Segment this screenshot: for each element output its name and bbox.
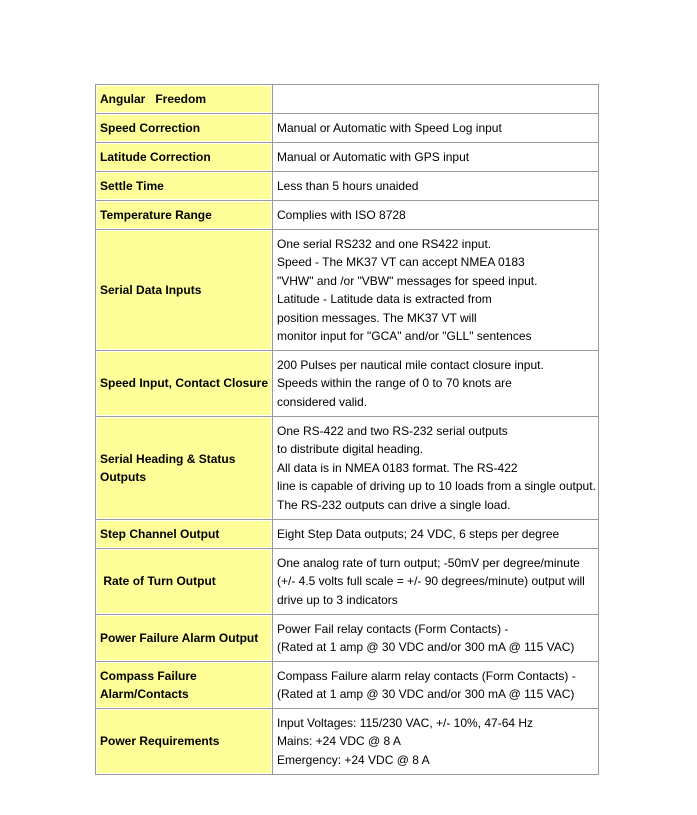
spec-label: Compass Failure Alarm/Contacts bbox=[96, 662, 273, 709]
spec-value-line: to distribute digital heading. bbox=[277, 442, 424, 457]
spec-value-line: Input Voltages: 115/230 VAC, +/- 10%, 47-64 Hz bbox=[277, 715, 534, 730]
spec-row-angular-freedom bbox=[96, 85, 599, 114]
spec-label: Power Failure Alarm Output bbox=[96, 615, 273, 662]
spec-row-settle-time bbox=[96, 172, 599, 201]
spec-value-line: (Rated at 1 amp @ 30 VDC and/or 300 mA @ 115 VAC) bbox=[277, 687, 575, 701]
spec-value bbox=[273, 549, 599, 615]
spec-row-rate-of-turn-output bbox=[96, 549, 599, 615]
spec-value-line: The RS-232 outputs can drive a single load. bbox=[277, 497, 511, 512]
spec-value-line: (Rated at 1 amp @ 30 VDC and/or 300 mA @ 115 VAC) bbox=[277, 640, 575, 654]
spec-value-line: Less than 5 hours unaided bbox=[277, 178, 419, 193]
spec-row-temperature-range bbox=[96, 201, 599, 230]
spec-value-line: "VHW" and /or "VBW" messages for speed input. bbox=[277, 273, 538, 288]
spec-row-serial-data-inputs bbox=[96, 230, 599, 351]
spec-value-line: One RS-422 and two RS-232 serial outputs bbox=[277, 423, 508, 438]
spec-value-line: line is capable of driving up to 10 loads from a single output. bbox=[277, 479, 596, 494]
spec-value-line: Mains: +24 VDC @ 8 A bbox=[277, 734, 401, 749]
spec-value-line: Power Fail relay contacts (Form Contacts) - bbox=[277, 621, 509, 636]
spec-value-line: Speed - The MK37 VT can accept NMEA 0183 bbox=[277, 255, 525, 269]
specifications-table-body bbox=[96, 85, 599, 775]
spec-label: Speed Input, Contact Closure bbox=[96, 351, 273, 417]
spec-value-line: considered valid. bbox=[277, 394, 368, 409]
spec-value bbox=[273, 201, 599, 230]
spec-value-line: Manual or Automatic with Speed Log input bbox=[277, 120, 502, 135]
spec-label: Step Channel Output bbox=[96, 520, 273, 549]
spec-value-line: Complies with ISO 8728 bbox=[277, 207, 406, 222]
spec-value-line: Manual or Automatic with GPS input bbox=[277, 149, 470, 164]
specifications-table bbox=[95, 84, 599, 775]
spec-value-line: Latitude - Latitude data is extracted from bbox=[277, 292, 492, 306]
spec-value bbox=[273, 351, 599, 417]
spec-row-speed-correction bbox=[96, 114, 599, 143]
spec-value bbox=[273, 709, 599, 775]
spec-row-power-failure-alarm-output bbox=[96, 615, 599, 662]
spec-value-line: 200 Pulses per nautical mile contact closure input. bbox=[277, 357, 544, 372]
spec-value bbox=[273, 520, 599, 549]
spec-label: Power Requirements bbox=[96, 709, 273, 775]
spec-label: Angular Freedom bbox=[96, 85, 273, 114]
spec-label: Settle Time bbox=[96, 172, 273, 201]
spec-row-speed-input-contact-closure bbox=[96, 351, 599, 417]
spec-value-line: position messages. The MK37 VT will bbox=[277, 310, 477, 325]
spec-label: Rate of Turn Output bbox=[96, 549, 273, 615]
spec-label: Serial Heading & Status Outputs bbox=[96, 417, 273, 520]
spec-label: Serial Data Inputs bbox=[96, 230, 273, 351]
spec-value bbox=[273, 662, 599, 709]
spec-value bbox=[273, 114, 599, 143]
spec-row-compass-failure-alarm-contacts bbox=[96, 662, 599, 709]
spec-value bbox=[273, 143, 599, 172]
spec-value-line: (+/- 4.5 volts full scale = +/- 90 degrees/minute) output will bbox=[277, 574, 585, 589]
spec-row-step-channel-output bbox=[96, 520, 599, 549]
spec-value-line: Compass Failure alarm relay contacts (Form Contacts) - bbox=[277, 668, 576, 683]
spec-value bbox=[273, 615, 599, 662]
spec-value bbox=[273, 172, 599, 201]
spec-label: Latitude Correction bbox=[96, 143, 273, 172]
spec-label: Speed Correction bbox=[96, 114, 273, 143]
spec-row-latitude-correction bbox=[96, 143, 599, 172]
spec-value-line: Eight Step Data outputs; 24 VDC, 6 steps per degree bbox=[277, 526, 560, 541]
spec-value-line: All data is in NMEA 0183 format. The RS-422 bbox=[277, 460, 518, 475]
spec-value bbox=[273, 230, 599, 351]
spec-value bbox=[273, 417, 599, 520]
spec-value-line: One analog rate of turn output; -50mV per degree/minute bbox=[277, 555, 580, 570]
spec-label: Temperature Range bbox=[96, 201, 273, 230]
spec-value-line: Emergency: +24 VDC @ 8 A bbox=[277, 752, 430, 767]
spec-value-line: One serial RS232 and one RS422 input. bbox=[277, 236, 492, 251]
spec-value bbox=[273, 85, 599, 114]
spec-row-serial-heading-status-outputs bbox=[96, 417, 599, 520]
spec-value-line: monitor input for "GCA" and/or "GLL" sentences bbox=[277, 329, 532, 343]
spec-value-line: drive up to 3 indicators bbox=[277, 592, 398, 607]
spec-value-line: Speeds within the range of 0 to 70 knots are bbox=[277, 376, 512, 391]
spec-row-power-requirements bbox=[96, 709, 599, 775]
